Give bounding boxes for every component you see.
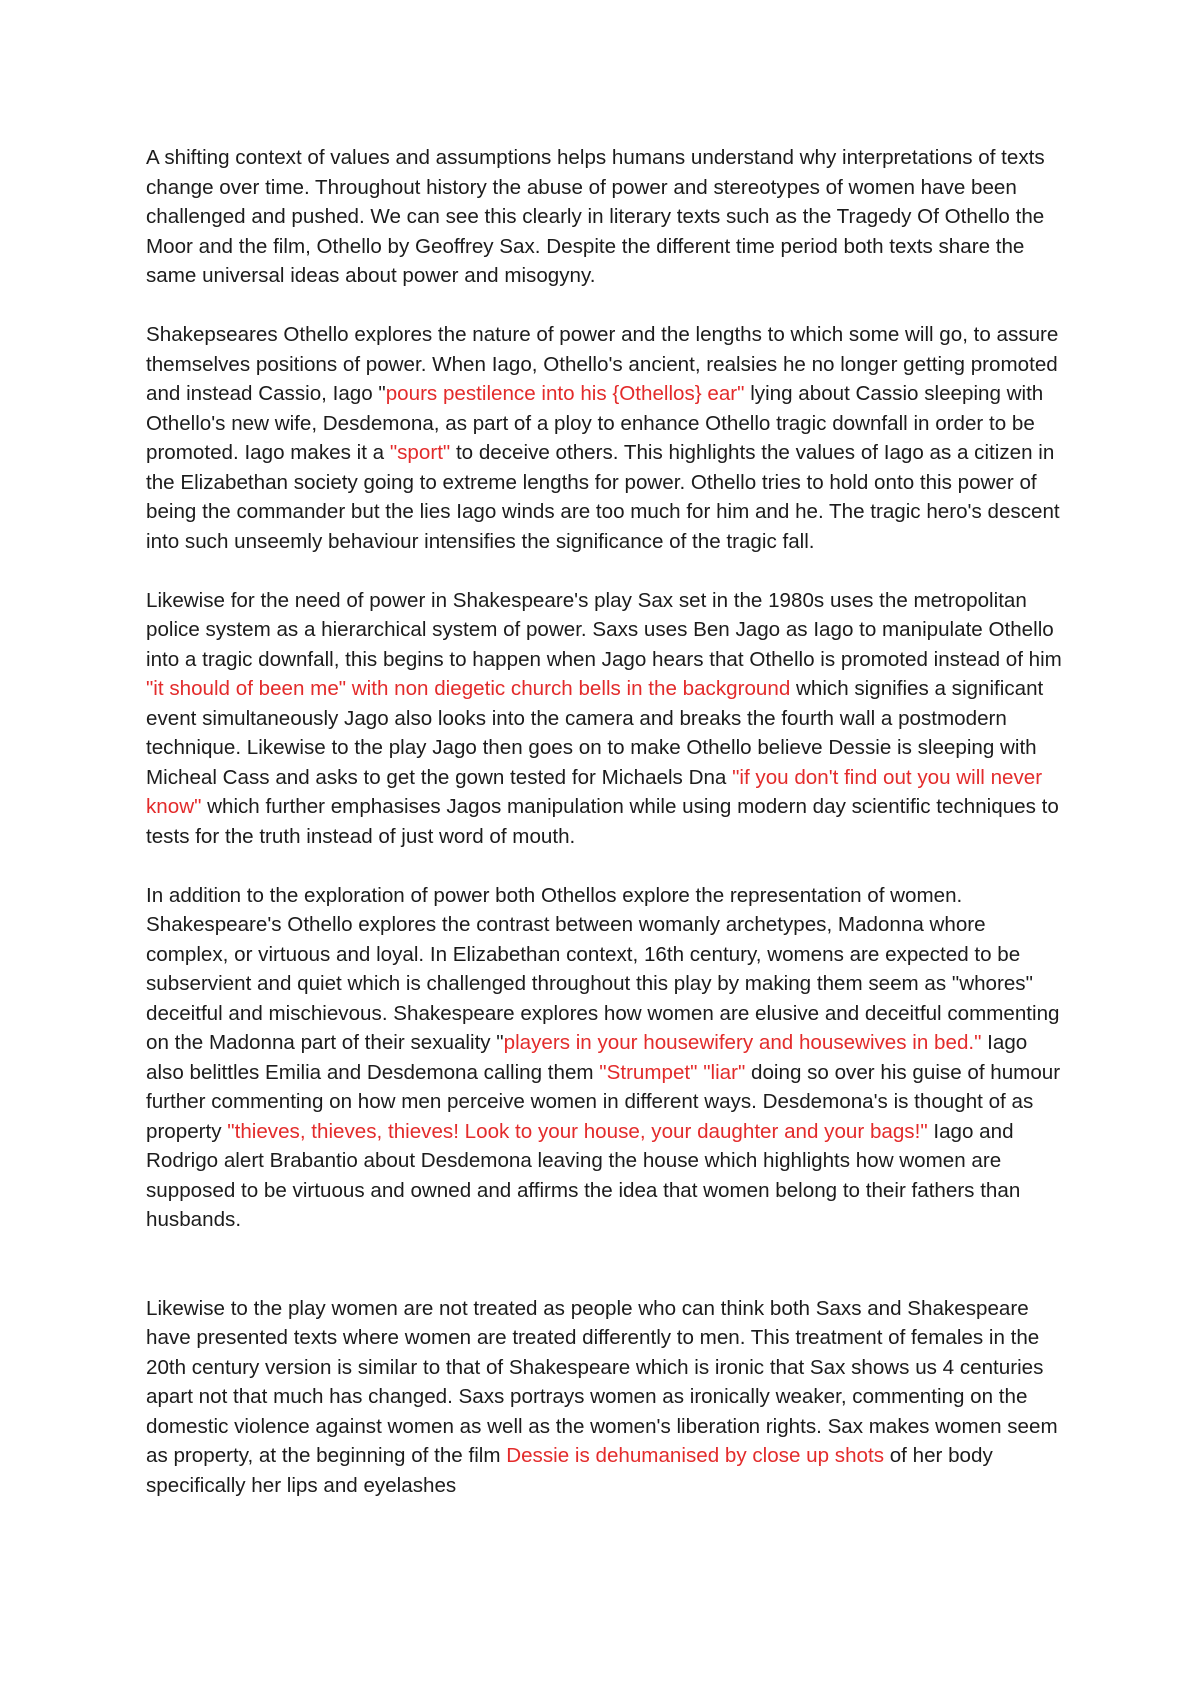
text-span: Shakepseares Othello explores the nature of power and the lengths to which some will go, to assure themselves positions of power. When Iago, Othello's ancient, realsies he no longer getting promoted and instead Cassio, Iago " [146, 323, 1059, 405]
text-span: of her body specifically her lips and eyelashes [146, 1444, 993, 1497]
highlighted-quote: "if you don't find out you will never know" [146, 765, 1043, 818]
paragraph-women-shakespeare [146, 881, 1066, 1235]
text-span: doing so over his guise of humour further commenting on how men perceive women in different ways. Desdemona's is thought of as property [146, 1060, 1061, 1143]
text-span: lying about Cassio sleeping with Othello's new wife, Desdemona, as part of a ploy to enhance Othello tragic downfall in order to be promoted. Iago makes it a [146, 382, 1044, 464]
text-span: A shifting context of values and assumptions helps humans understand why interpretations of texts change over time. Throughout history the abuse of power and stereotypes of women have been challenged and pushed. We can see this clearly in literary texts such as the Tragedy Of Othello the Moor and the film, Othello by Geoffrey Sax. Despite the different time period both texts share the same universal ideas about power and misogyny. [146, 146, 1045, 287]
highlighted-quote: "thieves, thieves, thieves! Look to your house, your daughter and your bags!" [227, 1119, 928, 1143]
text-span: Iago and Rodrigo alert Brabantio about Desdemona leaving the house which highlights how women are supposed to be virtuous and owned and affirms the idea that women belong to their fathers than husbands. [146, 1119, 1021, 1231]
text-span: Iago also belittles Emilia and Desdemona calling them [146, 1031, 1028, 1084]
paragraph-intro [146, 143, 1066, 291]
highlighted-quote: Dessie is dehumanised by close up shots [506, 1444, 884, 1467]
text-span: Likewise for the need of power in Shakespeare's play Sax set in the 1980s uses the metropolitan police system as a hierarchical system of power. Saxs uses Ben Jago as Iago to manipulate Othello into a tragic downfall, this begins to happen when Jago hears that Othello is promoted instead of him [146, 588, 1062, 671]
highlighted-quote: pours pestilence into his {Othellos} ear" [385, 382, 745, 405]
paragraph-women-sax [146, 1294, 1066, 1501]
highlighted-quote: players in your housewifery and housewives in bed." [503, 1031, 982, 1054]
text-span: In addition to the exploration of power both Othellos explore the representation of women. Shakespeare's Othello explores the contrast between womanly archetypes, Madonna whore complex, or virtuous and loyal. In Elizabethan context, 16th century, womens are expected to be subservient and quiet which is challenged throughout this play by making them seem as "whores" deceitful and mischievous. Shakespeare explores how women are elusive and deceitful commenting on the Madonna part of their sexuality " [146, 883, 1060, 1054]
essay-body [146, 143, 1066, 1530]
paragraph-power-sax [146, 586, 1066, 852]
text-span: which signifies a significant event simultaneously Jago also looks into the camera and breaks the fourth wall a postmodern technique. Likewise to the play Jago then goes on to make Othello believe Dessie is sleeping with Micheal Cass and asks to get the gown tested for Michaels Dna [146, 677, 1044, 789]
highlighted-quote: "it should of been me" with non diegetic church bells in the background [146, 677, 791, 700]
text-span: which further emphasises Jagos manipulation while using modern day scientific techniques to tests for the truth instead of just word of mouth. [146, 795, 1059, 848]
text-span: to deceive others. This highlights the values of Iago as a citizen in the Elizabethan society going to extreme lengths for power. Othello tries to hold onto this power of being the commander but the lies Iago winds are too much for him and he. The tragic hero's descent into such unseemly behaviour intensifies the significance of the tragic fall. [146, 441, 1060, 553]
text-span: Likewise to the play women are not treated as people who can think both Saxs and Shakespeare have presented texts where women are treated differently to men. This treatment of females in the 20th century version is similar to that of Shakespeare which is ironic that Sax shows us 4 centuries apart not that much has changed. Saxs portrays women as ironically weaker, commenting on the domestic violence against women as well as the women's liberation rights. Sax makes women seem as property, at the beginning of the film [146, 1296, 1058, 1467]
highlighted-quote: "sport" [389, 441, 451, 464]
highlighted-quote: "Strumpet" "liar" [599, 1060, 746, 1084]
paragraph-power-shakespeare [146, 320, 1066, 556]
